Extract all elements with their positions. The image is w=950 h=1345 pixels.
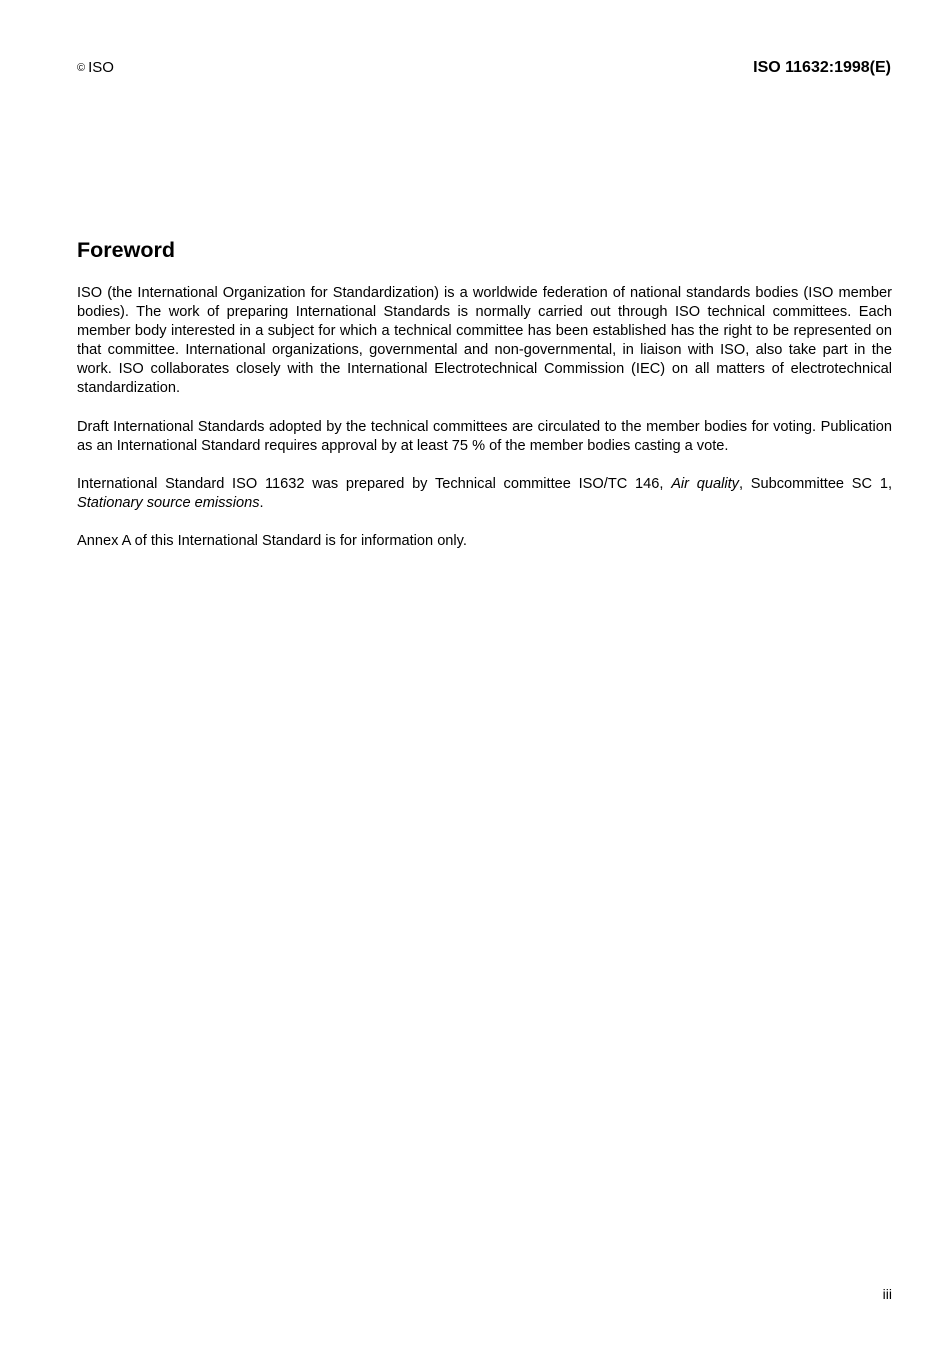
- paragraph-iso-description: ISO (the International Organization for Standardization) is a worldwide federation of national standards bodies (ISO member bodies). The work of preparing International Standards is normally carried out through ISO technical committees. Each member body interested in a subject for which a technical committee has been established has the right to be represented on that committee. International organizations, governmental and non-governmental, in liaison with ISO, also take part in the work. ISO collaborates closely with the International Electrotechnical Commission (IEC) on all matters of electrotechnical standardization.: [77, 285, 892, 397]
- paragraph-preparation: [77, 475, 892, 513]
- committee-name: Air quality: [671, 475, 739, 492]
- document-identifier: ISO 11632:1998(E): [753, 59, 891, 76]
- subcommittee-name: Stationary source emissions: [77, 494, 260, 511]
- copyright-symbol: ©: [77, 62, 86, 74]
- paragraph-annex-note: Annex A of this International Standard is for information only.: [77, 532, 467, 549]
- preparation-text-1: International Standard ISO 11632 was prepared by Technical committee ISO/TC 146,: [77, 475, 672, 492]
- copyright-owner: ISO: [88, 59, 114, 76]
- foreword-body: [77, 284, 892, 570]
- paragraph-draft-standards: Draft International Standards adopted by the technical committees are circulated to the member bodies for voting. Publication as an International Standard requires approval by at least 75 % of the member bodies casting a vote.: [77, 418, 892, 454]
- preparation-text-2: , Subcommittee SC 1,: [738, 475, 892, 492]
- preparation-text-3: .: [259, 494, 264, 511]
- page-title: Foreword: [77, 238, 175, 262]
- page-number: iii: [882, 1286, 892, 1302]
- header-copyright: [77, 59, 114, 77]
